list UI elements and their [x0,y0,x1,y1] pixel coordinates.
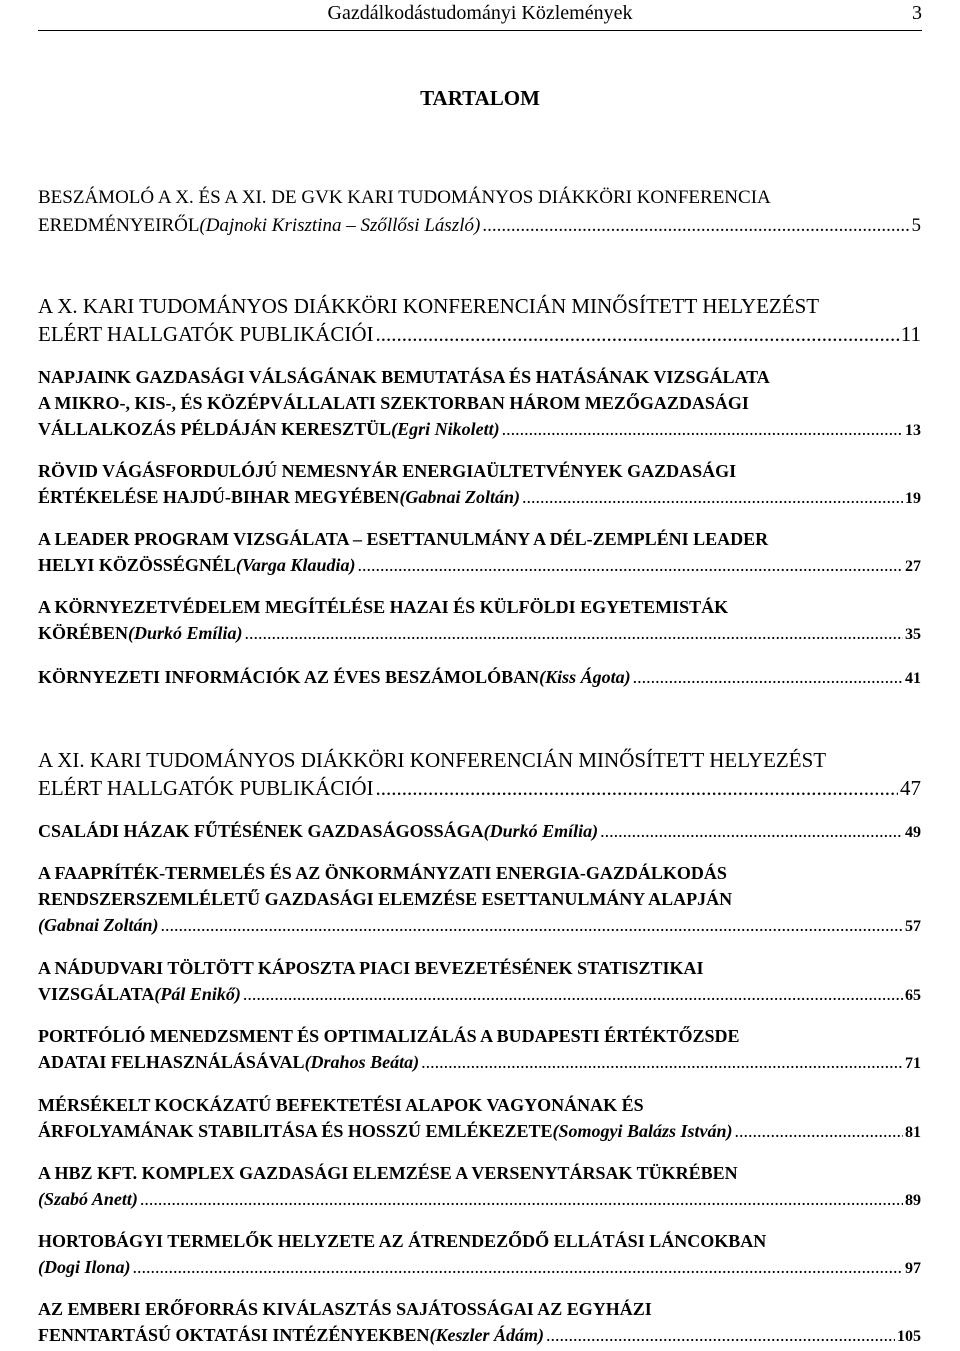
toc-entry[interactable] [38,364,921,444]
entry-title-line: MÉRSÉKELT KOCKÁZATÚ BEFEKTETÉSI ALAPOK VAGYONÁNAK ÉS [38,1095,644,1115]
entry-title-line: ELÉRT HALLGATÓK PUBLIKÁCIÓI [38,776,374,800]
entry-title-line: KÖRNYEZETI INFORMÁCIÓK AZ ÉVES BESZÁMOLÓBAN [38,667,540,687]
toc-entry[interactable] [38,1023,921,1077]
entry-page: 81 [905,1124,921,1141]
leader-dots [502,416,903,442]
entry-page: 35 [905,626,921,643]
entry-title-line: ÁRFOLYAMÁNAK STABILITÁSA ÉS HOSSZÚ EMLÉKEZETE [38,1121,553,1141]
entry-page: 11 [900,322,921,346]
toc-entry[interactable] [38,594,921,648]
entry-title-line: VÁLLALKOZÁS PÉLDÁJÁN KERESZTÜL [38,419,392,439]
leader-dots [133,1254,903,1280]
entry-page: 49 [905,824,921,841]
entry-title-line: ÉRTÉKELÉSE HAJDÚ-BIHAR MEGYÉBEN [38,487,400,507]
leader-dots [243,981,903,1007]
entry-title-line: EREDMÉNYEIRŐL [38,215,200,236]
entry-title-line: BESZÁMOLÓ A X. ÉS A XI. DE GVK KARI TUDOMÁNYOS DIÁKKÖRI KONFERENCIA [38,187,771,208]
entry-title-line: HORTOBÁGYI TERMELŐK HELYZETE AZ ÁTRENDEZŐDŐ ELLÁTÁSI LÁNCOKBAN [38,1231,767,1251]
toc-entry[interactable] [38,526,921,580]
entry-title-line: KÖRÉBEN [38,623,129,643]
leader-dots [522,484,903,510]
entry-page: 27 [905,558,921,575]
entry-title-line: A LEADER PROGRAM VIZSGÁLATA – ESETTANULMÁNY A DÉL-ZEMPLÉNI LEADER [38,529,769,549]
entry-title-line: A X. KARI TUDOMÁNYOS DIÁKKÖRI KONFERENCIÁN MINŐSÍTETT HELYEZÉST [38,294,820,318]
leader-dots [546,1322,895,1348]
leader-dots [421,1049,903,1075]
leader-dots [633,664,903,690]
leader-dots [140,1186,903,1212]
toc-entry[interactable] [38,1228,921,1282]
entry-author: (Dajnoki Krisztina – Szőllősi László) [199,215,481,236]
entry-author: (Somogyi Balázs István) [552,1121,733,1141]
entry-title-line: HELYI KÖZÖSSÉGNÉL [38,555,236,575]
entry-author: (Pál Enikő) [154,984,241,1004]
entry-page: 57 [905,918,921,935]
entry-author: (Gabnai Zoltán) [38,915,159,935]
entry-title-line: A XI. KARI TUDOMÁNYOS DIÁKKÖRI KONFERENCIÁN MINŐSÍTETT HELYEZÉST [38,748,827,772]
entry-title-line: RENDSZERSZEMLÉLETŰ GAZDASÁGI ELEMZÉSE ESETTANULMÁNY ALAPJÁN [38,889,733,909]
entry-author: (Gabnai Zoltán) [399,487,520,507]
entry-title-line: A NÁDUDVARI TÖLTÖTT KÁPOSZTA PIACI BEVEZETÉSÉNEK STATISZTIKAI [38,958,704,978]
toc-entry[interactable] [38,818,921,846]
entry-page: 71 [905,1055,921,1072]
entry-title-line: A MIKRO-, KIS-, ÉS KÖZÉPVÁLLALATI SZEKTORBAN HÁROM MEZŐGAZDASÁGI [38,393,749,413]
entry-author: (Dogi Ilona) [38,1257,131,1277]
entry-page: 47 [900,776,921,800]
entry-author: (Durkó Emília) [128,623,243,643]
entry-title-line: A FAAPRÍTÉK-TERMELÉS ÉS AZ ÖNKORMÁNYZATI ENERGIA-GAZDÁLKODÁS [38,863,727,883]
toc-entry[interactable] [38,1160,921,1214]
toc-entry[interactable] [38,458,921,512]
entry-title-line: ADATAI FELHASZNÁLÁSÁVAL [38,1052,305,1072]
leader-dots [482,212,909,240]
toc-entry[interactable] [38,955,921,1009]
entry-author: (Szabó Anett) [38,1189,138,1209]
entry-title-line: ELÉRT HALLGATÓK PUBLIKÁCIÓI [38,322,374,346]
toc-entry[interactable] [38,1092,921,1146]
entry-page: 89 [905,1192,921,1209]
entry-author: (Durkó Emília) [483,821,599,841]
entry-page: 19 [905,490,921,507]
entry-author: (Egri Nikolett) [391,419,500,439]
leader-dots [600,818,903,844]
entry-title-line: AZ EMBERI ERŐFORRÁS KIVÁLASZTÁS SAJÁTOSSÁGAI AZ EGYHÁZI [38,1299,652,1319]
leader-dots [161,912,903,938]
entry-title-line: A KÖRNYEZETVÉDELEM MEGÍTÉLÉSE HAZAI ÉS KÜLFÖLDI EGYETEMISTÁK [38,597,729,617]
toc-entry[interactable] [38,664,921,692]
toc-entry[interactable] [38,1296,921,1350]
leader-dots [735,1118,903,1144]
entry-page: 5 [911,215,921,236]
running-header [38,0,922,31]
entry-page: 97 [905,1260,921,1277]
entry-author: (Kiss Ágota) [539,667,631,687]
leader-dots [376,320,899,348]
toc-title: TARTALOM [420,86,540,110]
toc-entry-report[interactable] [38,184,921,240]
entry-title-line: NAPJAINK GAZDASÁGI VÁLSÁGÁNAK BEMUTATÁSA ÉS HATÁSÁNAK VIZSGÁLATA [38,367,770,387]
toc-section-x[interactable] [38,292,921,348]
entry-author: (Keszler Ádám) [429,1325,544,1345]
entry-title-line: CSALÁDI HÁZAK FŰTÉSÉNEK GAZDASÁGOSSÁGA [38,821,484,841]
toc-section-xi[interactable] [38,746,921,802]
entry-title-line: VIZSGÁLATA [38,984,155,1004]
leader-dots [376,774,899,802]
entry-page: 105 [897,1328,921,1345]
toc-entry[interactable] [38,860,921,940]
leader-dots [357,552,903,578]
entry-title-line: PORTFÓLIÓ MENEDZSMENT ÉS OPTIMALIZÁLÁS A BUDAPESTI ÉRTÉKTŐZSDE [38,1026,740,1046]
entry-title-line: A HBZ KFT. KOMPLEX GAZDASÁGI ELEMZÉSE A VERSENYTÁRSAK TÜKRÉBEN [38,1163,738,1183]
entry-title-line: FENNTARTÁSÚ OKTATÁSI INTÉZÉNYEKBEN [38,1325,430,1345]
page-number: 3 [912,2,922,24]
entry-title-line: RÖVID VÁGÁSFORDULÓJÚ NEMESNYÁR ENERGIAÜLTETVÉNYEK GAZDASÁGI [38,461,737,481]
leader-dots [245,620,903,646]
entry-page: 65 [905,987,921,1004]
entry-author: (Varga Klaudia) [235,555,356,575]
entry-page: 13 [905,422,921,439]
entry-page: 41 [905,670,921,687]
journal-title: Gazdálkodástudományi Közlemények [327,2,633,24]
entry-author: (Drahos Beáta) [304,1052,420,1072]
